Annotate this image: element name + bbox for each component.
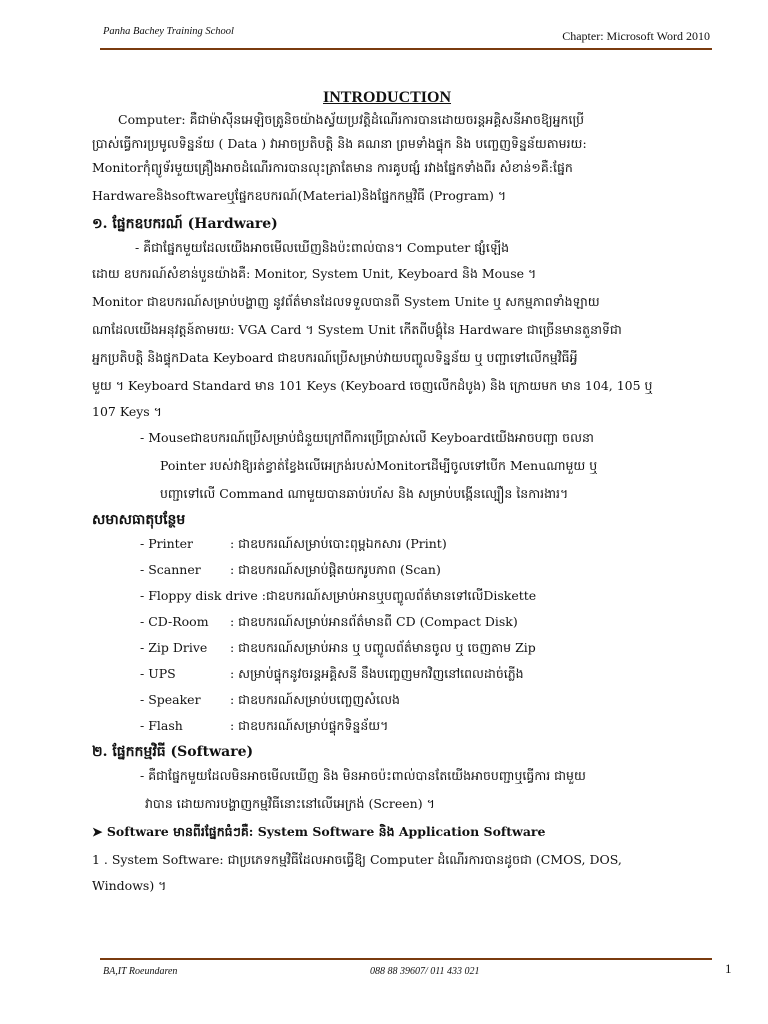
header-rule — [100, 48, 712, 50]
header-school: Panha Bachey Training School — [103, 26, 234, 37]
accessories-heading: សមាសធាតុបន្ថែម — [92, 512, 186, 528]
hardware-line: Monitor ជាឧបករណ៍សម្រាប់បង្ហាញ នូវព័ត៌មានដែលទទួលបានពី System Unite ឬ សកម្មភាពទាំងឡាយ — [92, 294, 600, 309]
hardware-line: - គឺជាផ្នែកមួយដែលយើងអាចមើលឃើញនិងប៉ះពាល់បាន។ Computer ផ្សំឡើង — [135, 240, 510, 255]
hardware-line: 107 Keys ។ — [92, 404, 162, 419]
system-software-line: 1 . System Software: ជាប្រភេទកម្មវិធីដែលអាចធ្វើឱ្យ Computer ដំណើរការបានដូចជា (CMOS, DOS, — [92, 852, 622, 867]
accessory-name: - Zip Drive — [140, 640, 208, 655]
intro-line: Monitorកុំព្យូទ័រមួយគ្រឿងអាចដំណើរការបានលុះត្រាតែមាន ការគូបផ្សំ រវាងផ្នែកទាំងពីរ សំខាន់១គឺ:ផ្នែក — [92, 160, 573, 175]
accessory-item — [140, 614, 518, 633]
intro-line: Computer: គឺជាម៉ាស៊ីនអេឡិចត្រូនិចយ៉ាងស្វ័យប្រវត្តិដំណើរការបានដោយចរន្តអគ្គិសនីអាចឱ្យអ្នកប្រើ — [118, 112, 585, 127]
accessory-item — [140, 666, 524, 685]
software-types: ➤ Software មានពីរផ្នែកធំៗគឺ: System Software និង Application Software — [92, 824, 546, 839]
accessory-item — [140, 718, 388, 737]
page-title: INTRODUCTION — [323, 89, 452, 106]
accessory-item — [140, 692, 400, 711]
accessory-desc: : ជាឧបករណ៍សម្រាប់អានព័ត៌មានពី CD (Compact Disk) — [230, 614, 518, 629]
hardware-line: ដោយ ឧបករណ៍សំខាន់បួនយ៉ាងគឺ: Monitor, System Unit, Keyboard និង Mouse ។ — [92, 266, 537, 281]
accessory-desc: : ជាឧបករណ៍សម្រាប់ផ្ទុកទិន្នន័យ។ — [230, 718, 389, 733]
accessory-name: - Floppy disk drive :ជាឧបករណ៍សម្រាប់អានឬបញ្ចូលព័ត៌មានទៅលើDiskette — [140, 588, 537, 603]
accessory-item — [140, 536, 447, 555]
footer-rule — [100, 958, 712, 960]
accessory-name: - CD-Room — [140, 614, 209, 629]
header-chapter: Chapter: Microsoft Word 2010 — [562, 29, 710, 43]
accessory-desc: : ជាឧបករណ៍សម្រាប់ផ្តិតយករូបភាព (Scan) — [230, 562, 441, 577]
accessory-name: - Speaker — [140, 692, 201, 707]
accessory-name: - Printer — [140, 536, 194, 551]
accessory-item — [140, 562, 441, 581]
software-line: - គឺជាផ្នែកមួយដែលមិនអាចមើលឃើញ និង មិនអាចប៉ះពាល់បានតែយើងអាចបញ្ជាឬធ្វើការ ជាមួយ — [140, 768, 586, 783]
intro-line: ប្រាស់ធ្វើការប្រមូលទិន្នន័យ ( Data ) វាអាចប្រតិបត្តិ និង គណនា ព្រមទាំងផ្ទុក និង បញ្ចេញទិន្នន័យតាមរយ: — [92, 136, 587, 151]
mouse-line: បញ្ជាទៅលើ Command ណាមួយបានឆាប់រហ័ស និង សម្រាប់បង្កើនល្បឿន នៃការងារ។ — [160, 486, 569, 501]
system-software-line: Windows) ។ — [92, 878, 167, 893]
intro-line: Hardwareនិងsoftwareឬផ្នែកឧបករណ៍(Material)និងផ្នែកកម្មវិធី (Program) ។ — [92, 188, 507, 203]
footer-author: BA,IT Roeundaren — [103, 966, 178, 977]
accessory-desc: : ជាឧបករណ៍សម្រាប់បញ្ចេញសំលេង — [230, 692, 400, 707]
accessory-desc: : សម្រាប់ផ្ទុកនូវចរន្តអគ្គិសនី នឹងបញ្ចេញមកវិញនៅពេលដាច់ភ្លើង — [230, 666, 524, 681]
mouse-line: - Mouseជាឧបករណ៍ប្រើសម្រាប់ជំនួយក្រៅពីការប្រើប្រាស់លើ Keyboardយើងអាចបញ្ជា ចលនា — [140, 430, 594, 445]
accessory-item — [140, 588, 536, 607]
hardware-heading: ១. ផ្នែកឧបករណ៍ (Hardware) — [92, 216, 278, 232]
accessory-name: - Flash — [140, 718, 183, 733]
software-line: វាបាន ដោយការបង្ហាញកម្មវិធីនោះនៅលើអេក្រង់ (Screen) ។ — [145, 796, 435, 811]
hardware-line: អ្នកប្រតិបត្តិ និងផ្ទុកData Keyboard ជាឧបករណ៍ប្រើសម្រាប់វាយបញ្ចូលទិន្នន័យ ឬ បញ្ជាទៅលើកម្មវិធីអ្វី — [92, 350, 578, 365]
accessory-desc: : ជាឧបករណ៍សម្រាប់អាន ឬ បញ្ចូលព័ត៌មានចូល ឬ ចេញតាម Zip — [230, 640, 536, 655]
accessory-name: - UPS — [140, 666, 176, 681]
hardware-line: ណាដែលយើងអនុវត្តន៍តាមរយ: VGA Card ។ System Unit កើតពីបង្គុំនៃ Hardware ជាច្រើនមានតួនាទីជា — [92, 322, 622, 337]
hardware-line: មួយ ។ Keyboard Standard មាន 101 Keys (Keyboard ចេញលើកដំបូង) និង ក្រោយមក មាន 104, 105 ឬ — [92, 378, 653, 393]
footer-phone: 088 88 39607/ 011 433 021 — [370, 966, 480, 977]
page-number: 1 — [725, 961, 732, 976]
accessory-desc: : ជាឧបករណ៍សម្រាប់បោះពុម្ពឯកសារ (Print) — [230, 536, 447, 551]
accessory-item — [140, 640, 536, 659]
mouse-line: Pointer របស់វាឱ្យរត់ខ្វាត់ខ្វែងលើអេក្រង់របស់Monitorដើម្បីចូលទៅបើក Menuណាមួយ ឬ — [160, 458, 598, 473]
accessory-name: - Scanner — [140, 562, 201, 577]
software-heading: ២. ផ្នែកកម្មវិធី (Software) — [92, 744, 254, 760]
